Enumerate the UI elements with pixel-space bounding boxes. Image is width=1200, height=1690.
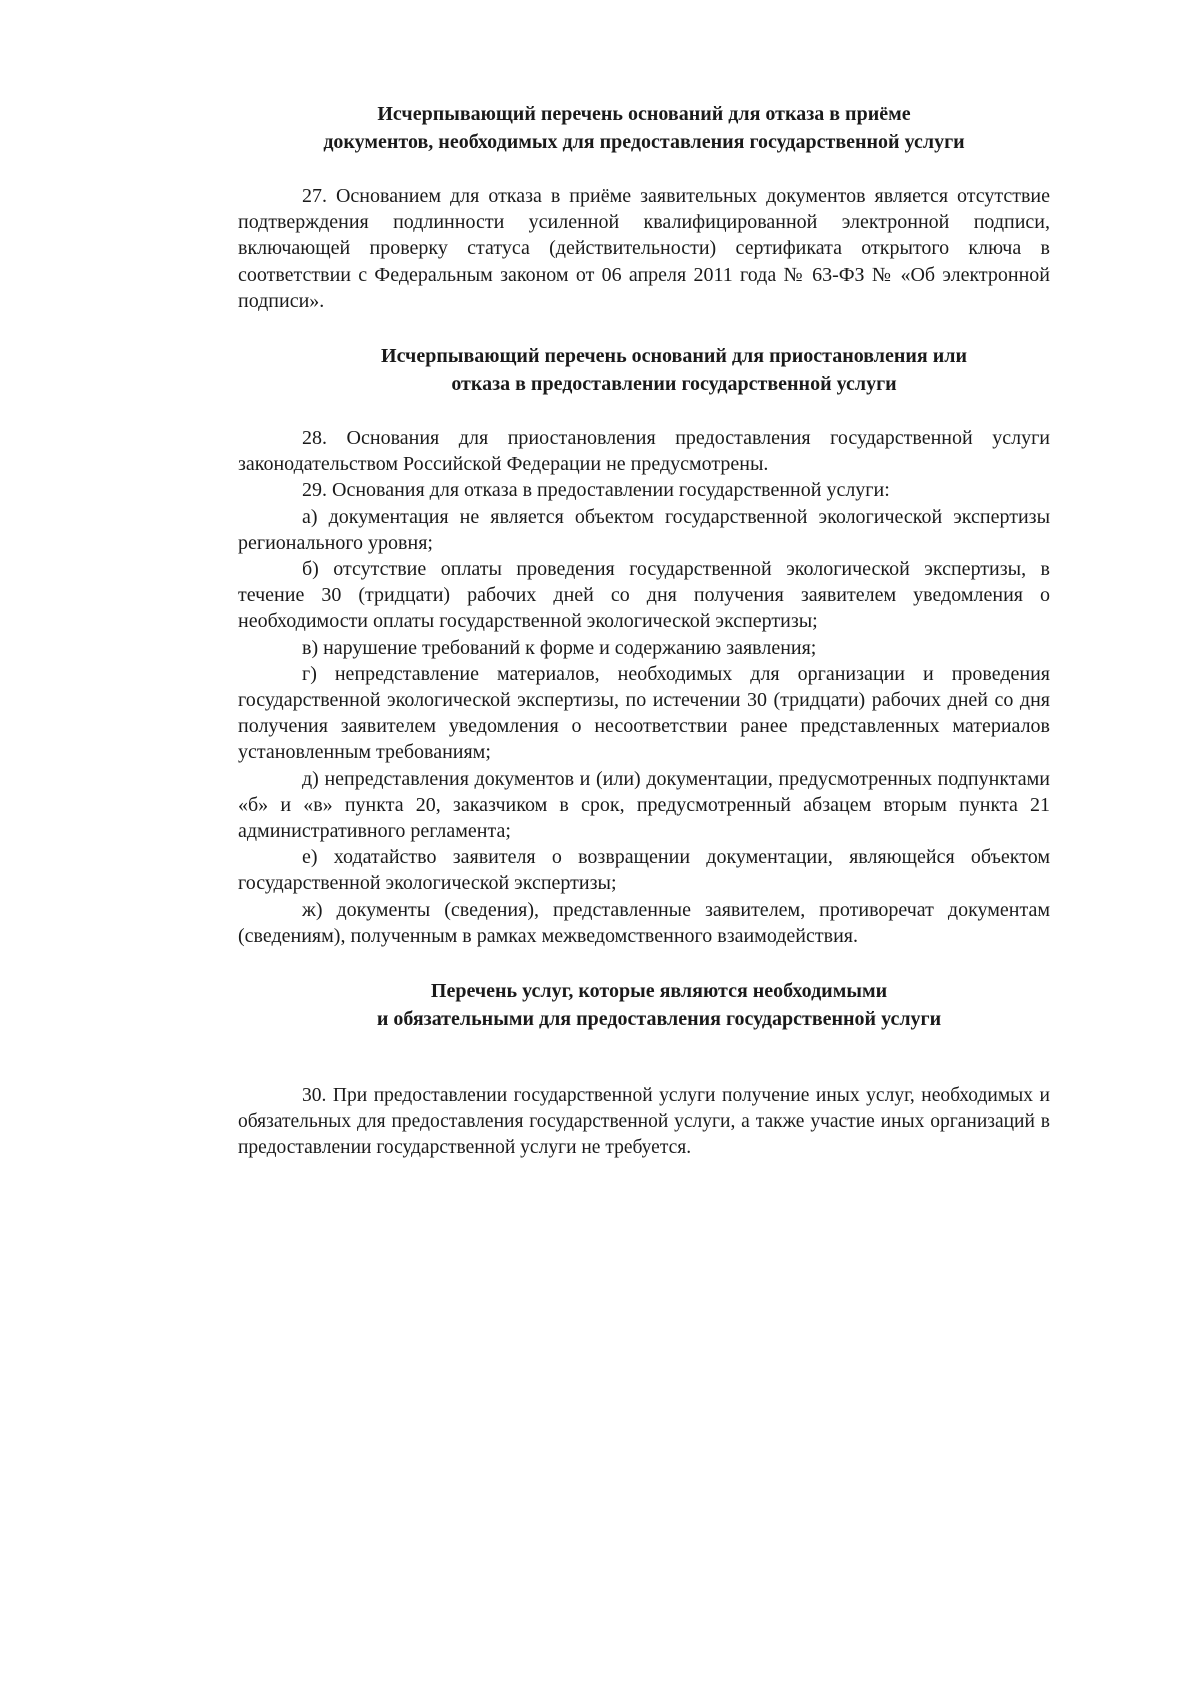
heading-line: Исчерпывающий перечень оснований для приостановления или xyxy=(381,345,967,368)
paragraph-29-e: е) ходатайство заявителя о возвращении документации, являющейся объектом государственной экологической экспертизы; xyxy=(238,846,1050,895)
paragraph-29: 29. Основания для отказа в предоставлении государственной услуги: xyxy=(302,479,890,502)
paragraph-30: 30. При предоставлении государственной услуги получение иных услуг, необходимых и обязательных для предоставления государственной услуги, а также участие иных организаций в предоставлении государственной услуги не требуется. xyxy=(238,1085,1050,1159)
paragraph-29-b: б) отсутствие оплаты проведения государственной экологической экспертизы, в течение 30 (тридцати) рабочих дней со дня получения заявителем уведомления о необходимости оплаты государственной экологической экспертизы; xyxy=(238,558,1050,633)
heading-line: документов, необходимых для предоставления государственной услуги xyxy=(323,131,965,153)
heading-line: и обязательными для предоставления государственной услуги xyxy=(376,1008,942,1031)
section-heading-required-services xyxy=(238,977,1050,1033)
heading-line: отказа в предоставлении государственной услуги xyxy=(451,373,897,396)
section-heading-suspension-refusal xyxy=(238,342,1050,398)
section-heading-refusal-acceptance xyxy=(238,100,1050,156)
paragraph-29-v: в) нарушение требований к форме и содержанию заявления; xyxy=(302,636,817,659)
paragraph-29-zh: ж) документы (сведения), представленные заявителем, противоречат документам (сведениям), полученным в рамках межведомственного взаимодействия. xyxy=(238,898,1050,947)
heading-line: Перечень услуг, которые являются необходимыми xyxy=(430,980,888,1003)
paragraph-29-g: г) непредставление материалов, необходимых для организации и проведения государственной экологической экспертизы, по истечении 30 (тридцати) рабочих дней со дня получения заявителем уведомления о несоответствии ранее представленных материалов установленным требованиям; xyxy=(238,662,1050,764)
paragraph-29-d: д) непредставления документов и (или) документации, предусмотренных подпунктами «б» и «в» пункта 20, заказчиком в срок, предусмотренный абзацем вторым пункта 21 административного регламента; xyxy=(238,767,1050,843)
paragraph-27: 27. Основанием для отказа в приёме заявительных документов является отсутствие подтверждения подлинности усиленной квалифицированной электронной подписи, включающей проверку статуса (действительности) сертификата открытого ключа в соответствии с Федеральным законом от 06 апреля 2011 года № 63-ФЗ № «Об электронной подписи». xyxy=(238,185,1050,312)
document-page xyxy=(238,100,1050,1161)
heading-line: Исчерпывающий перечень оснований для отказа в приёме xyxy=(377,103,911,125)
paragraph-29-a: а) документация не является объектом государственной экологической экспертизы регионального уровня; xyxy=(238,505,1050,554)
paragraph-28: 28. Основания для приостановления предоставления государственной услуги законодательством Российской Федерации не предусмотрены. xyxy=(238,427,1050,476)
